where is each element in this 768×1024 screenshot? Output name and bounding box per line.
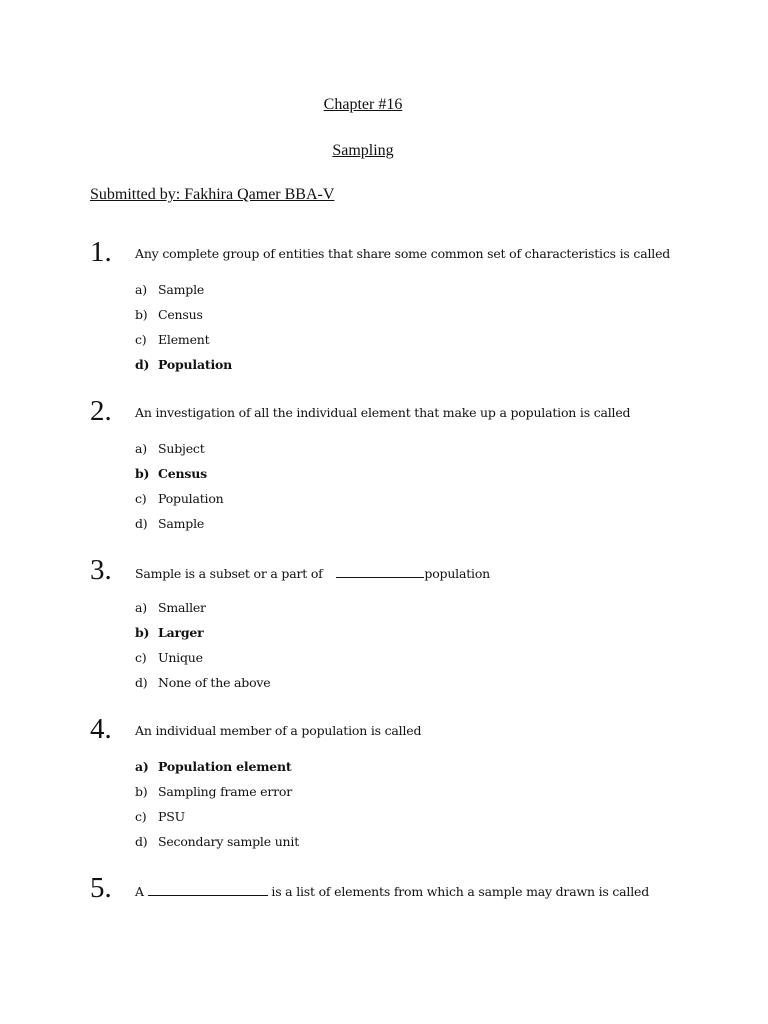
option-letter: a) <box>135 441 147 456</box>
option-c <box>135 651 271 676</box>
option-letter: c) <box>135 491 147 506</box>
question-text: An individual member of a population is called <box>135 723 422 738</box>
question-number: 5. <box>90 872 112 904</box>
option-c <box>135 810 299 835</box>
option-letter: c) <box>135 809 147 824</box>
option-text: Subject <box>158 441 205 456</box>
fill-in-blank <box>148 883 268 896</box>
question-text: An investigation of all the individual element that make up a population is called <box>135 405 631 420</box>
chapter-title: Chapter #16 <box>323 96 403 113</box>
option-letter: a) <box>135 600 147 615</box>
question-text <box>135 883 649 899</box>
option-text: Larger <box>158 625 204 640</box>
option-d <box>135 517 224 542</box>
option-text: Census <box>158 307 203 322</box>
options-list <box>135 760 299 860</box>
option-letter: b) <box>135 625 150 640</box>
option-text: Element <box>158 332 210 347</box>
option-letter: c) <box>135 650 147 665</box>
question-number: 2. <box>90 395 112 427</box>
option-b <box>135 308 232 333</box>
section-title: Sampling <box>332 142 394 159</box>
option-letter: d) <box>135 516 148 531</box>
option-text: Sample <box>158 282 205 297</box>
question-text-after: population <box>424 566 491 581</box>
option-b-answer <box>135 626 271 651</box>
option-c <box>135 492 224 517</box>
option-text: Sample <box>158 516 205 531</box>
question-text: Any complete group of entities that share some common set of characteristics is called <box>135 246 671 261</box>
option-b-answer <box>135 467 224 492</box>
option-d <box>135 835 299 860</box>
option-c <box>135 333 232 358</box>
submitted-by: Submitted by: Fakhira Qamer BBA-V <box>90 186 335 203</box>
question-number: 3. <box>90 554 112 586</box>
question-text-before: A <box>135 884 144 899</box>
fill-in-blank <box>336 565 424 578</box>
option-a <box>135 442 224 467</box>
option-text: PSU <box>158 809 185 824</box>
option-d <box>135 676 271 701</box>
option-text: Population element <box>158 759 292 774</box>
question-text <box>135 565 490 581</box>
option-letter: b) <box>135 307 148 322</box>
option-a <box>135 283 232 308</box>
option-a <box>135 601 271 626</box>
option-text: Population <box>158 357 233 372</box>
option-letter: b) <box>135 784 148 799</box>
option-letter: c) <box>135 332 147 347</box>
question-number: 4. <box>90 713 112 745</box>
options-list <box>135 601 271 701</box>
options-list <box>135 283 232 383</box>
option-letter: d) <box>135 675 148 690</box>
option-letter: d) <box>135 834 148 849</box>
option-text: Census <box>158 466 207 481</box>
option-text: None of the above <box>158 675 271 690</box>
question-text-after: is a list of elements from which a sample may drawn is called <box>271 884 650 899</box>
option-text: Secondary sample unit <box>158 834 300 849</box>
option-d-answer <box>135 358 232 383</box>
option-letter: b) <box>135 466 150 481</box>
question-text-before: Sample is a subset or a part of <box>135 566 323 581</box>
option-letter: a) <box>135 282 147 297</box>
question-number: 1. <box>90 236 112 268</box>
option-b <box>135 785 299 810</box>
option-text: Population <box>158 491 224 506</box>
option-a-answer <box>135 760 299 785</box>
option-letter: a) <box>135 759 149 774</box>
option-text: Sampling frame error <box>158 784 293 799</box>
options-list <box>135 442 224 542</box>
option-text: Smaller <box>158 600 206 615</box>
option-letter: d) <box>135 357 150 372</box>
option-text: Unique <box>158 650 203 665</box>
